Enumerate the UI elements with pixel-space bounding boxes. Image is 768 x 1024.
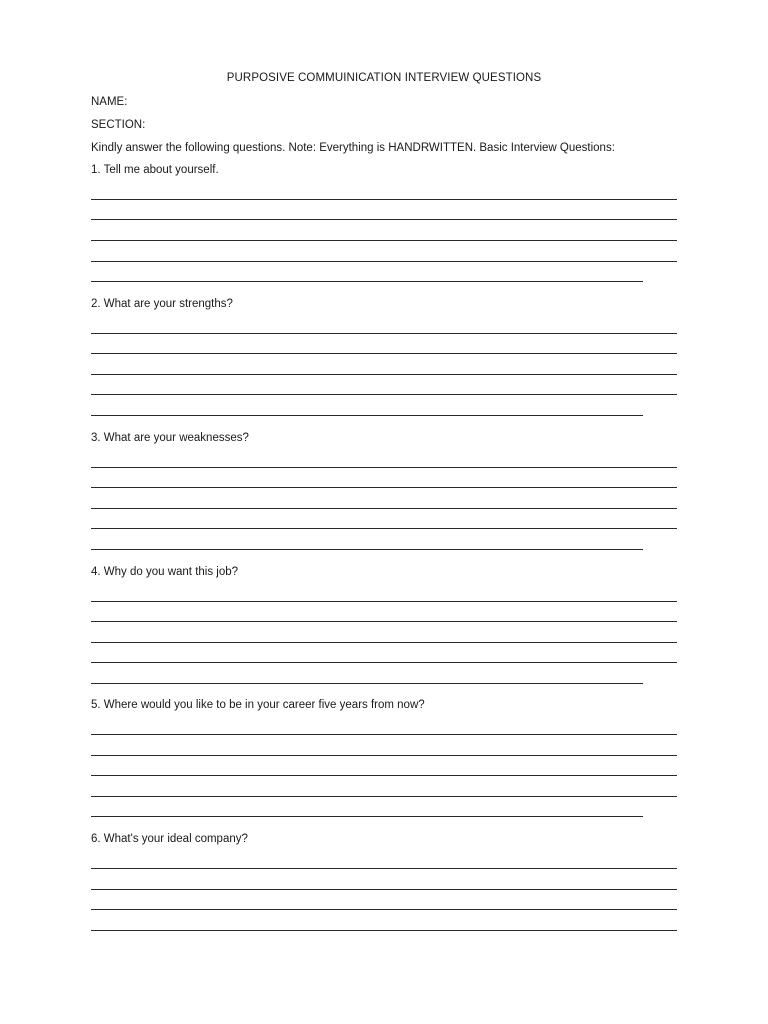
answer-line[interactable] — [91, 281, 643, 282]
answer-line[interactable] — [91, 415, 643, 416]
section-label: SECTION: — [91, 119, 146, 131]
answer-line[interactable] — [91, 240, 677, 241]
answer-line[interactable] — [91, 508, 677, 509]
answer-line[interactable] — [91, 909, 677, 910]
answer-line[interactable] — [91, 219, 677, 220]
answer-line[interactable] — [91, 374, 677, 375]
answer-line[interactable] — [91, 261, 677, 262]
answer-line[interactable] — [91, 394, 677, 395]
answer-line[interactable] — [91, 683, 643, 684]
answer-line[interactable] — [91, 642, 677, 643]
name-label: NAME: — [91, 96, 128, 108]
question-4: 4. Why do you want this job? — [91, 566, 239, 578]
answer-line[interactable] — [91, 199, 677, 200]
answer-line[interactable] — [91, 868, 677, 869]
answer-line[interactable] — [91, 889, 677, 890]
answer-line[interactable] — [91, 528, 677, 529]
instructions-text: Kindly answer the following questions. Note: Everything is HANDRWITTEN. Basic Interview Questions: — [91, 142, 615, 154]
answer-line[interactable] — [91, 796, 677, 797]
answer-line[interactable] — [91, 734, 677, 735]
answer-line[interactable] — [91, 816, 643, 817]
document-title: PURPOSIVE COMMUINICATION INTERVIEW QUESTIONS — [226, 72, 542, 84]
question-3: 3. What are your weaknesses? — [91, 432, 249, 444]
answer-line[interactable] — [91, 662, 677, 663]
answer-line[interactable] — [91, 467, 677, 468]
answer-line[interactable] — [91, 930, 677, 931]
answer-line[interactable] — [91, 601, 677, 602]
question-5: 5. Where would you like to be in your career five years from now? — [91, 699, 425, 711]
answer-line[interactable] — [91, 549, 643, 550]
answer-line[interactable] — [91, 353, 677, 354]
answer-line[interactable] — [91, 621, 677, 622]
answer-line[interactable] — [91, 775, 677, 776]
question-2: 2. What are your strengths? — [91, 298, 233, 310]
question-6: 6. What's your ideal company? — [91, 833, 248, 845]
answer-line[interactable] — [91, 487, 677, 488]
answer-line[interactable] — [91, 333, 677, 334]
question-1: 1. Tell me about yourself. — [91, 164, 219, 176]
answer-line[interactable] — [91, 755, 677, 756]
